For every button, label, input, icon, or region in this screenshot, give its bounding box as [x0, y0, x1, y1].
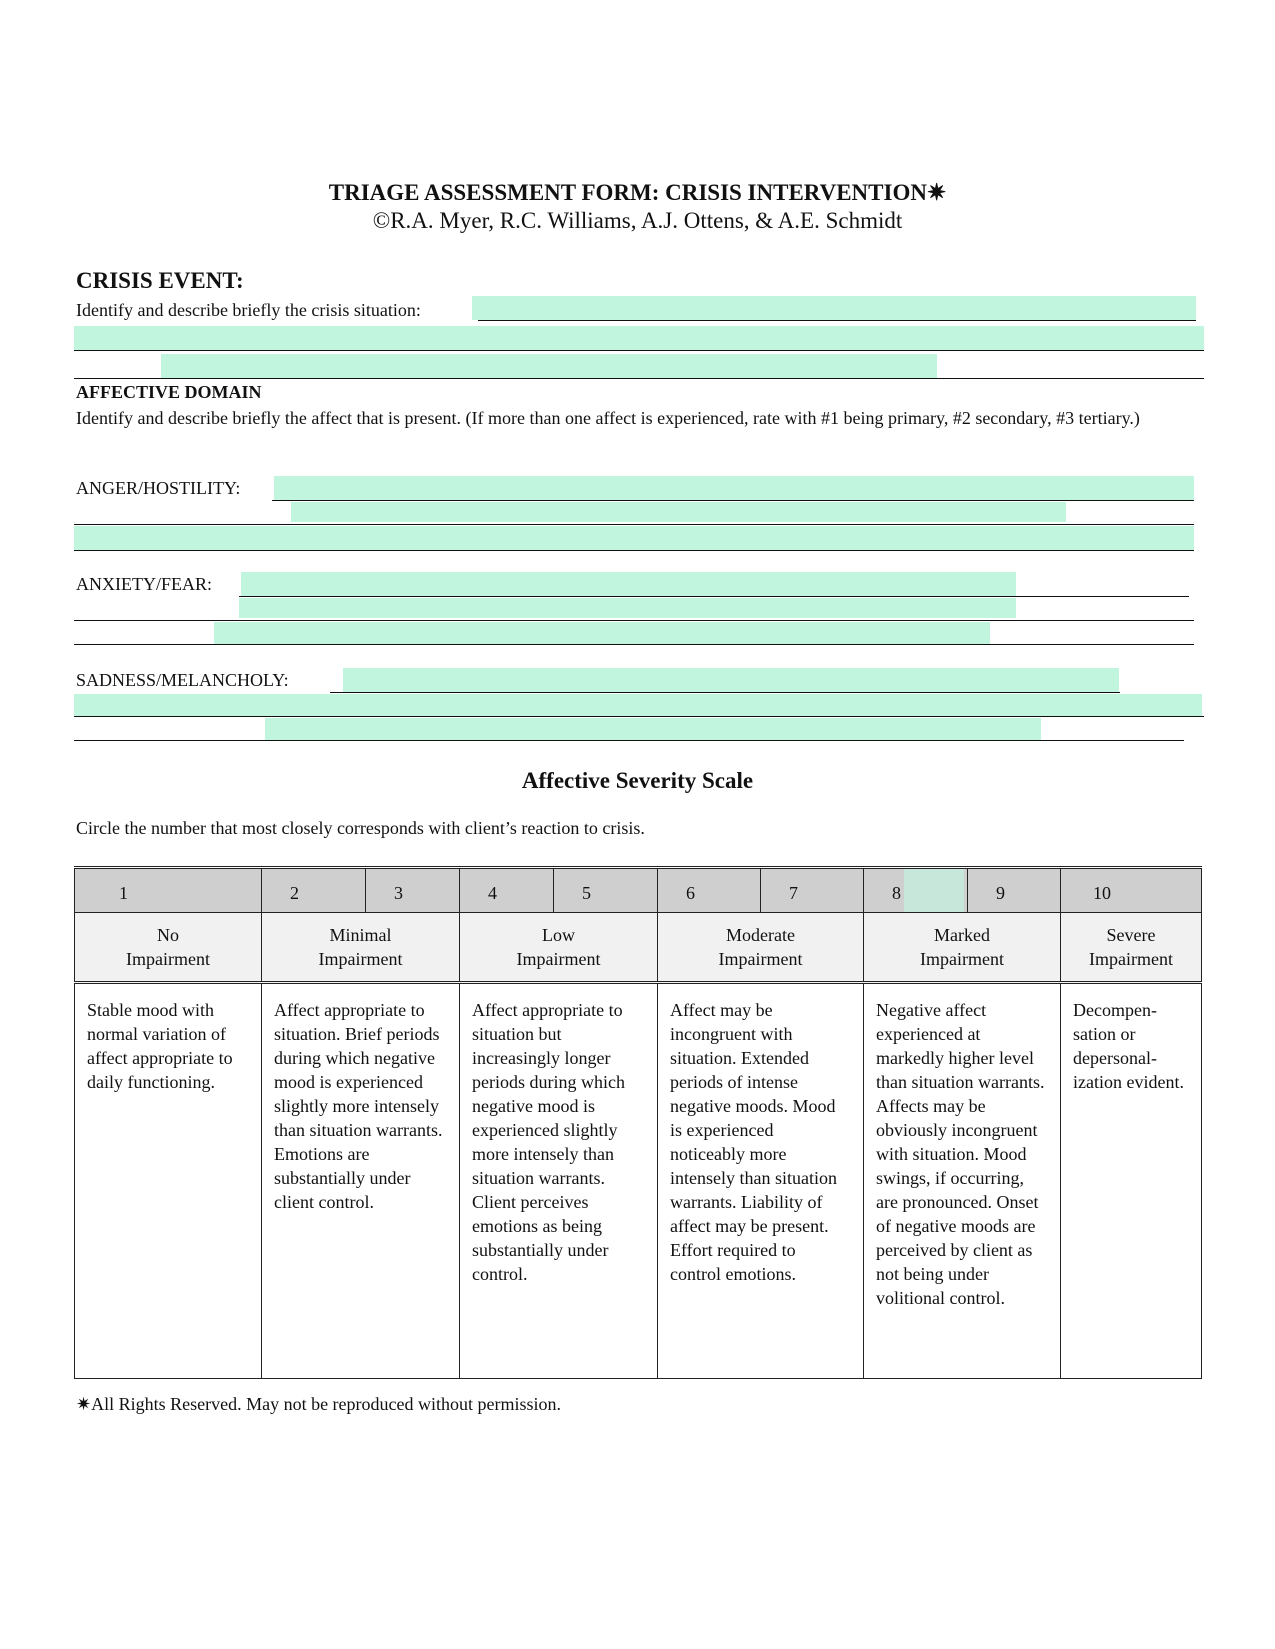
crisis-situation-prompt: Identify and describe briefly the crisis situation:	[76, 300, 421, 320]
scale-description-row	[75, 983, 1202, 1379]
level-marked-impairment: Marked Impairment	[864, 913, 1061, 983]
scale-instruction: Circle the number that most closely corresponds with client’s reaction to crisis.	[76, 818, 645, 838]
description-marked-impairment: Negative affect experienced at markedly higher level than situation warrants. Affects may be obviously incongruent with situation. Mood swings, if occurring, are pronounced. Onset of negative moods are perceived by client as not being under volitional control.	[864, 983, 1061, 1379]
answer-line	[74, 740, 1184, 741]
scale-number-2[interactable]: 2	[262, 868, 366, 913]
scale-title: Affective Severity Scale	[521, 768, 754, 793]
answer-line	[74, 350, 1204, 351]
scale-number-7[interactable]: 7	[761, 868, 864, 913]
sadness-melancholy-label: SADNESS/MELANCHOLY:	[76, 670, 289, 690]
anxiety-fear-label: ANXIETY/FEAR:	[76, 574, 212, 594]
sadness-field-2[interactable]	[74, 694, 1202, 716]
anger-field-2[interactable]	[291, 502, 1066, 522]
level-low-impairment: Low Impairment	[460, 913, 658, 983]
form-authors: ©R.A. Myer, R.C. Williams, A.J. Ottens, & A.E. Schmidt	[372, 208, 903, 233]
affective-domain-description: Identify and describe briefly the affect that is present. (If more than one affect is experienced, rate with #1 being primary, #2 secondary, #3 tertiary.)	[76, 408, 1140, 428]
level-severe-impairment: Severe Impairment	[1061, 913, 1202, 983]
scale-number-4[interactable]: 4	[460, 868, 554, 913]
form-title: TRIAGE ASSESSMENT FORM: CRISIS INTERVENTION✷	[328, 180, 947, 205]
scale-number-row	[75, 868, 1202, 913]
anger-field-3[interactable]	[74, 526, 1194, 550]
answer-line	[74, 550, 1194, 551]
answer-line	[74, 524, 1194, 525]
anxiety-field-3[interactable]	[214, 622, 990, 644]
answer-line	[74, 620, 1194, 621]
description-no-impairment: Stable mood with normal variation of affect appropriate to daily functioning.	[75, 983, 262, 1379]
scale-level-row	[75, 913, 1202, 983]
scale-number-8[interactable]: 8	[864, 868, 968, 913]
crisis-event-heading: CRISIS EVENT:	[76, 268, 244, 293]
crisis-situation-field-1[interactable]	[472, 296, 1196, 320]
scale-number-9[interactable]: 9	[968, 868, 1061, 913]
answer-line	[272, 500, 1194, 501]
description-minimal-impairment: Affect appropriate to situation. Brief periods during which negative mood is experienced slightly more intensely than situation warrants. Emotions are substantially under client control.	[262, 983, 460, 1379]
answer-line	[330, 692, 1120, 693]
answer-line	[478, 320, 1196, 321]
crisis-situation-field-2[interactable]	[74, 326, 1204, 350]
anger-hostility-label: ANGER/HOSTILITY:	[76, 478, 241, 498]
anger-field-1[interactable]	[274, 476, 1194, 500]
answer-line	[74, 378, 1204, 379]
description-low-impairment: Affect appropriate to situation but increasingly longer periods during which negative mood is experienced slightly more intensely than situation warrants. Client perceives emotions as being substantially under control.	[460, 983, 658, 1379]
scale-number-6[interactable]: 6	[658, 868, 761, 913]
scale-number-1[interactable]: 1	[75, 868, 262, 913]
sadness-field-1[interactable]	[343, 668, 1119, 692]
rights-footer: ✷All Rights Reserved. May not be reproduced without permission.	[76, 1394, 562, 1414]
scale-number-10[interactable]: 10	[1061, 868, 1202, 913]
answer-line	[239, 596, 1189, 597]
crisis-situation-field-3[interactable]	[161, 354, 937, 378]
severity-scale-table	[74, 866, 1202, 1379]
anxiety-field-1[interactable]	[241, 572, 1016, 596]
level-no-impairment: No Impairment	[75, 913, 262, 983]
scale-number-5[interactable]: 5	[554, 868, 658, 913]
description-moderate-impairment: Affect may be incongruent with situation. Extended periods of intense negative moods. Mood is experienced noticeably more intensely than situation warrants. Liability of affect may be present. Effort required to control emotions.	[658, 983, 864, 1379]
sadness-field-3[interactable]	[265, 718, 1041, 740]
level-moderate-impairment: Moderate Impairment	[658, 913, 864, 983]
anxiety-field-2[interactable]	[239, 598, 1016, 618]
affective-domain-heading: AFFECTIVE DOMAIN	[76, 382, 262, 402]
answer-line	[74, 716, 1204, 717]
scale-number-3[interactable]: 3	[366, 868, 460, 913]
description-severe-impairment: Decompen-sation or depersonal-ization evident.	[1061, 983, 1202, 1379]
level-minimal-impairment: Minimal Impairment	[262, 913, 460, 983]
answer-line	[74, 644, 1194, 645]
